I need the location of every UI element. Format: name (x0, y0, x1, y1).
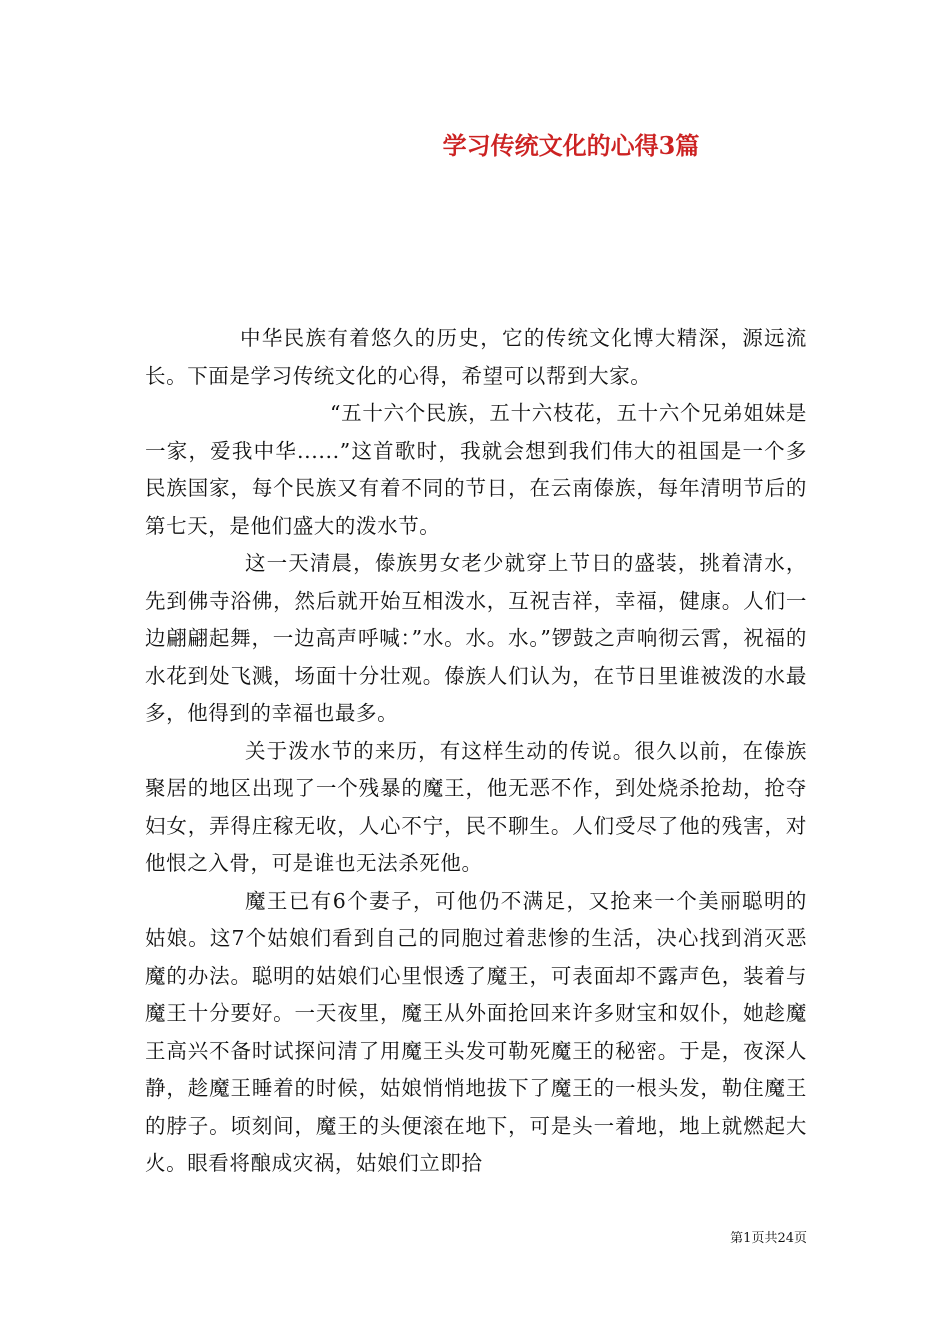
paragraph-intro: 中华民族有着悠久的历史，它的传统文化博大精深，源远流长。下面是学习传统文化的心得，希望可以帮到大家。 (145, 326, 807, 388)
paragraph-festival-morning: 这一天清晨，傣族男女老少就穿上节日的盛装，挑着清水，先到佛寺浴佛，然后就开始互相泼水，互祝吉祥，幸福，健康。人们一边翩翩起舞，一边高声呼喊：”水。水。水。”锣鼓之声响彻云霄，祝福的水花到处飞溅，场面十分壮观。傣族人们认为，在节日里谁被泼的水最多，他得到的幸福也最多。 (145, 551, 807, 725)
paragraph-demon-king: 魔王已有6个妻子，可他仍不满足，又抢来一个美丽聪明的姑娘。这7个姑娘们看到自己的同胞过着悲惨的生活，决心找到消灭恶魔的办法。聪明的姑娘们心里恨透了魔王，可表面却不露声色，装着与魔王十分要好。一天夜里，魔王从外面抢回来许多财宝和奴仆，她趁魔王高兴不备时试探问清了用魔王头发可勒死魔王的秘密。于是，夜深人静，趁魔王睡着的时候，姑娘悄悄地拔下了魔王的一根头发，勒住魔王的脖子。顷刻间，魔王的头便滚在地下，可是头一着地，地上就燃起大火。眼看将酿成灾祸，姑娘们立即拾 (145, 888, 807, 1175)
paragraph-song: “五十六个民族，五十六枝花，五十六个兄弟姐妹是一家，爱我中华......”这首歌时，我就会想到我们伟大的祖国是一个多民族国家，每个民族又有着不同的节日，在云南傣族，每年清明节后的第七天，是他们盛大的泼水节。 (145, 401, 807, 538)
document-body (145, 320, 807, 1183)
document-title: 学习传统文化的心得3篇 (442, 131, 700, 160)
page-number-footer: 第1页共24页 (730, 1231, 807, 1246)
paragraph-legend: 关于泼水节的来历，有这样生动的传说。很久以前，在傣族聚居的地区出现了一个残暴的魔王，他无恶不作，到处烧杀抢劫，抢夺妇女，弄得庄稼无收，人心不宁，民不聊生。人们受尽了他的残害，对他恨之入骨，可是谁也无法杀死他。 (145, 738, 807, 875)
